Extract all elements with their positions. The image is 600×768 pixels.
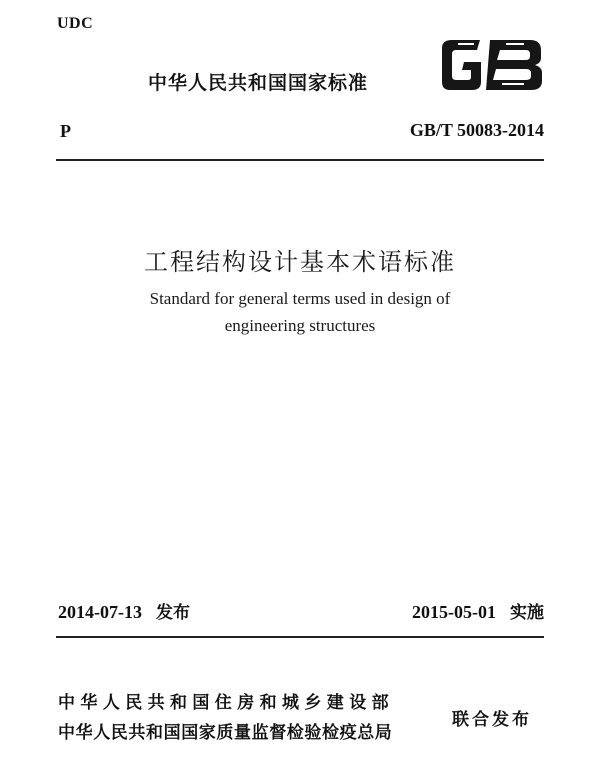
publish-date-row	[58, 598, 190, 623]
title-chinese: 工程结构设计基本术语标准	[144, 248, 456, 276]
udc-label: UDC	[57, 15, 94, 32]
category-code: P	[60, 121, 71, 141]
joint-issue-label: 联合发布	[452, 710, 532, 730]
issuer-aqsiq: 中华人民共和国国家质量监督检验检疫总局	[58, 723, 393, 743]
implement-date: 2015-05-01	[412, 602, 496, 622]
standard-number: GB/T 50083-2014	[409, 120, 544, 140]
publish-label: 发布	[156, 603, 190, 623]
bottom-divider	[56, 636, 544, 638]
top-divider	[56, 159, 544, 161]
national-standard-heading: 中华人民共和国国家标准	[148, 72, 369, 94]
issuer-ministry-housing: 中华人民共和国住房和城乡建设部	[58, 693, 394, 713]
title-english-line2: engineering structures	[224, 316, 376, 335]
gb-logo-icon	[436, 38, 548, 92]
publish-date: 2014-07-13	[58, 602, 142, 622]
implement-label: 实施	[510, 603, 544, 623]
implement-date-row	[412, 598, 544, 623]
title-english-line1: Standard for general terms used in design of	[149, 289, 451, 308]
